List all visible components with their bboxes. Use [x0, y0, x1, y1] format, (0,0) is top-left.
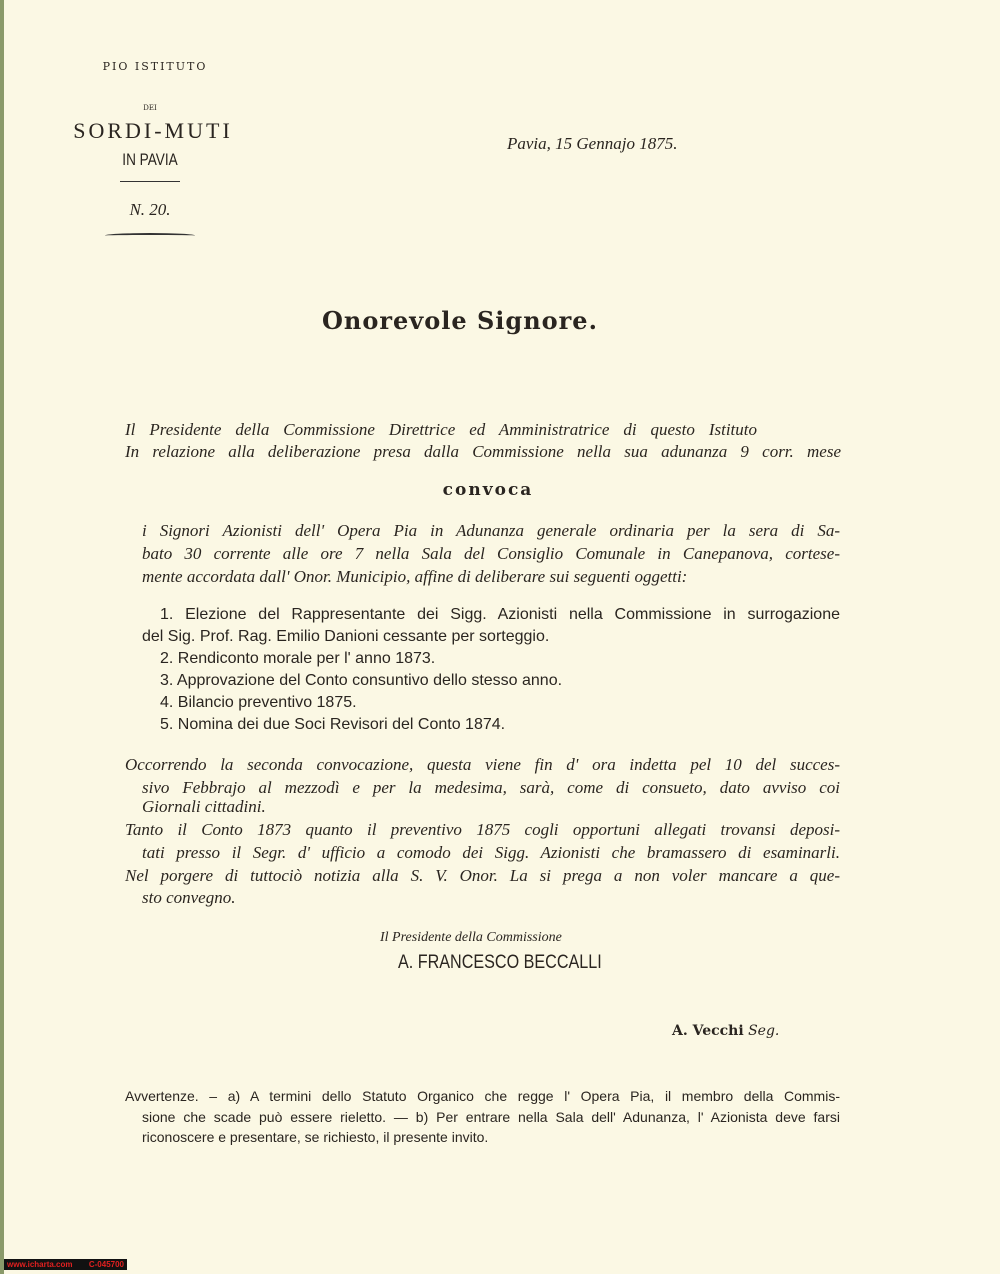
document-number: N. 20. [129, 200, 171, 219]
ornament-divider [120, 181, 180, 182]
header-city: IN PAVIA [122, 150, 178, 169]
secretary-role: Seg. [748, 1023, 780, 1039]
date-line: Pavia, 15 Gennajo 1875. [507, 134, 678, 153]
agenda-item: 4. Bilancio preventivo 1875. [160, 694, 357, 711]
secretary-name: A. Vecchi [672, 1023, 744, 1039]
secretary-signature [672, 1023, 779, 1039]
agenda-item: 1. Elezione del Rappresentante dei Sigg. Azionisti nella Commissione in surrogazione [160, 606, 840, 623]
agenda-item: del Sig. Prof. Rag. Emilio Danioni cessante per sorteggio. [142, 628, 550, 645]
signature-name: A. FRANCESCO BECCALLI [398, 952, 602, 973]
intro-line: In relazione alla deliberazione presa dalla Commissione nella sua adunanza 9 corr. mese [125, 442, 841, 461]
body-line: bato 30 corrente alle ore 7 nella Sala del Consiglio Comunale in Canepanova, cortese- [142, 544, 840, 563]
header-institute: SORDI-MUTI [73, 118, 233, 143]
header-dei: DEI [143, 104, 157, 112]
agenda-item: 5. Nomina dei due Soci Revisori del Conto 1874. [160, 716, 506, 733]
notice-line: Avvertenze. – a) A termini dello Statuto Organico che regge l' Opera Pia, il membro della Commis- [125, 1088, 840, 1104]
header-arc-text: PIO ISTITUTO [102, 60, 208, 73]
agenda-item: 3. Approvazione del Conto consuntivo dello stesso anno. [160, 672, 563, 689]
closing-line: tati presso il Segr. d' ufficio a comodo dei Sigg. Azionisti che bramassero di esaminarli. [142, 843, 840, 862]
watermark-banner [4, 1259, 127, 1270]
scan-edge [0, 0, 4, 1274]
closing-line: Giornali cittadini. [142, 797, 266, 816]
watermark-site: www.icharta.com [7, 1260, 73, 1269]
closing-line: sto convegno. [142, 888, 236, 907]
convoca-heading: convoca [442, 480, 534, 500]
closing-line: Tanto il Conto 1873 quanto il preventivo 1875 cogli opportuni allegati trovansi deposi- [125, 820, 840, 839]
notice-line: sione che scade può essere rieletto. — b) Per entrare nella Sala dell' Adunanza, l' Azionista deve farsi [142, 1109, 840, 1125]
closing-line: Nel porgere di tuttociò notizia alla S. V. Onor. La si prega a non voler mancare a que- [125, 866, 840, 885]
closing-line: Occorrendo la seconda convocazione, questa viene fin d' ora indetta pel 10 del succes- [125, 755, 840, 774]
notice-line: riconoscere e presentare, se richiesto, il presente invito. [142, 1129, 489, 1145]
closing-line: sivo Febbrajo al mezzodì e per la medesima, sarà, come di consueto, dato avviso coi [142, 778, 840, 797]
signature-title: Il Presidente della Commissione [380, 930, 562, 945]
ornament-swash [105, 233, 195, 238]
body-line: i Signori Azionisti dell' Opera Pia in Adunanza generale ordinaria per la sera di Sa- [142, 521, 840, 540]
salutation: Onorevole Signore. [322, 306, 598, 335]
body-line: mente accordata dall' Onor. Municipio, affine di deliberare sui seguenti oggetti: [142, 567, 688, 586]
intro-line: Il Presidente della Commissione Direttrice ed Amministratrice di questo Istituto [125, 420, 757, 439]
agenda-item: 2. Rendiconto morale per l' anno 1873. [160, 650, 436, 667]
watermark-code: C-045700 [88, 1260, 124, 1269]
